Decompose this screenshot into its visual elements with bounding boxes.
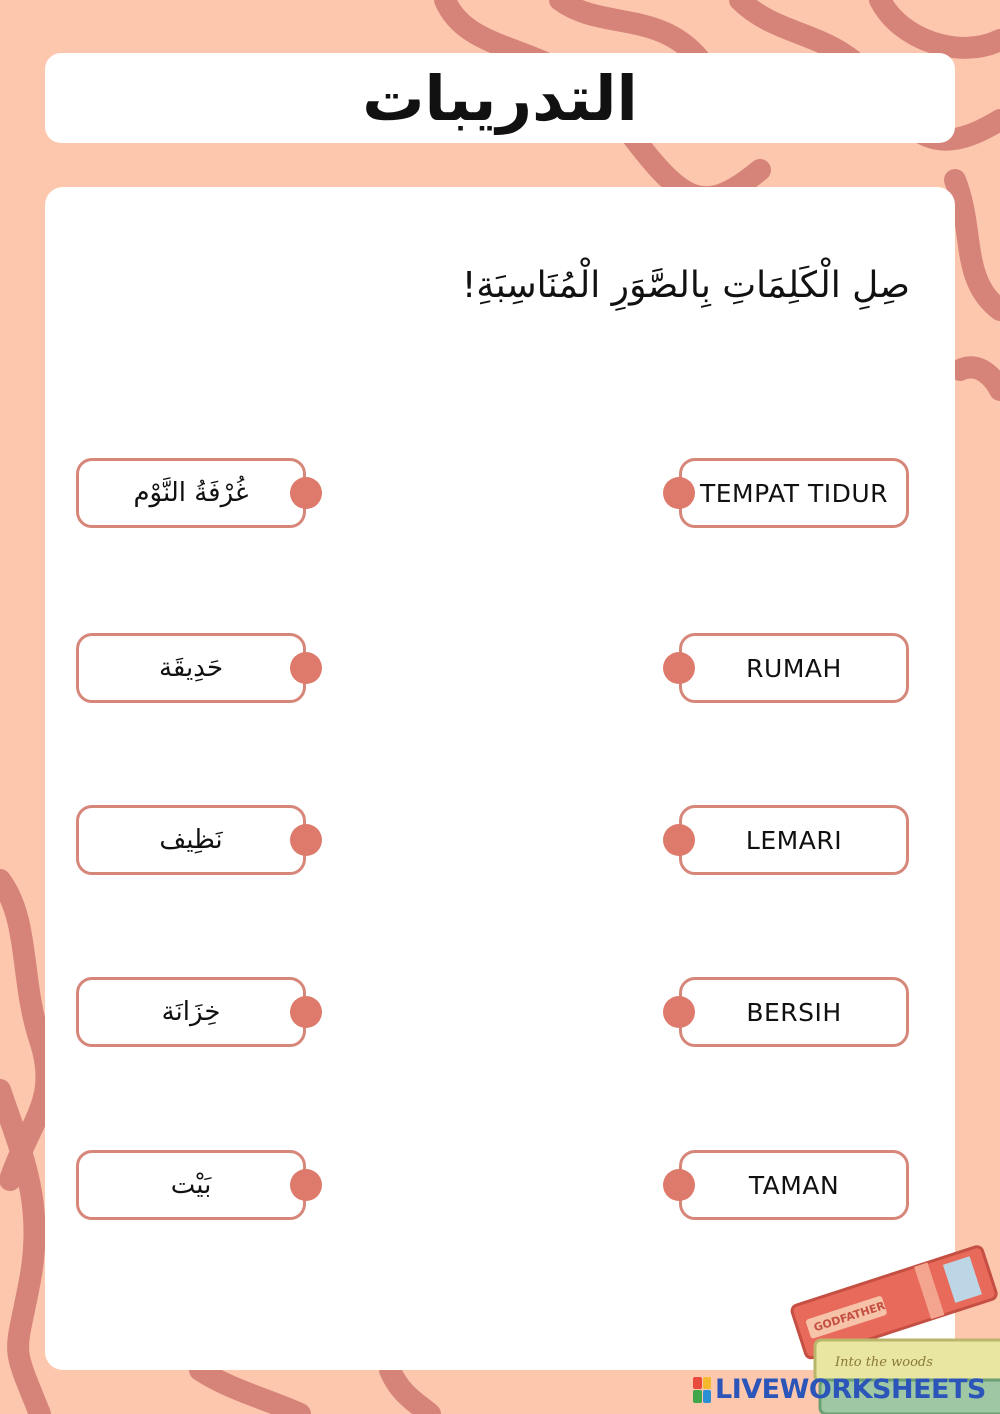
connector-dot[interactable]: [290, 652, 322, 684]
liveworksheets-logo-icon: [693, 1377, 711, 1403]
match-label: TEMPAT TIDUR: [699, 478, 889, 508]
match-label: خِزَانَة: [161, 997, 221, 1027]
watermark: [693, 1374, 986, 1405]
book-title-1: GODFATHER: [812, 1299, 887, 1335]
watermark-text: LIVEWORKSHEETS: [715, 1374, 986, 1405]
match-box-left-5[interactable]: [76, 1150, 306, 1220]
connector-dot[interactable]: [663, 652, 695, 684]
page-title: التدريبات: [362, 61, 638, 135]
match-box-right-1[interactable]: [679, 458, 909, 528]
connector-dot[interactable]: [290, 1169, 322, 1201]
match-label: نَظِيف: [159, 825, 223, 855]
book-title-2: Into the woods: [835, 1355, 933, 1370]
match-label: غُرْفَةُ النَّوْم: [133, 478, 249, 508]
match-box-left-2[interactable]: [76, 633, 306, 703]
connector-dot[interactable]: [663, 477, 695, 509]
match-box-right-4[interactable]: [679, 977, 909, 1047]
match-label: بَيْت: [170, 1170, 212, 1200]
match-box-left-3[interactable]: [76, 805, 306, 875]
match-label: LEMARI: [745, 825, 843, 855]
match-label: RUMAH: [746, 653, 842, 683]
match-label: حَدِيقَة: [158, 653, 224, 683]
connector-dot[interactable]: [663, 1169, 695, 1201]
match-box-left-1[interactable]: [76, 458, 306, 528]
connector-dot[interactable]: [290, 477, 322, 509]
match-box-right-3[interactable]: [679, 805, 909, 875]
match-box-right-2[interactable]: [679, 633, 909, 703]
match-label: TAMAN: [748, 1170, 840, 1200]
match-label: BERSIH: [746, 997, 842, 1027]
connector-dot[interactable]: [290, 824, 322, 856]
instruction-text: صِلِ الْكَلِمَاتِ بِالصَّوَرِ الْمُنَاسِبَةِ!: [461, 265, 910, 306]
match-box-left-4[interactable]: [76, 977, 306, 1047]
connector-dot[interactable]: [290, 996, 322, 1028]
match-box-right-5[interactable]: [679, 1150, 909, 1220]
connector-dot[interactable]: [663, 996, 695, 1028]
connector-dot[interactable]: [663, 824, 695, 856]
title-card: [45, 53, 955, 143]
